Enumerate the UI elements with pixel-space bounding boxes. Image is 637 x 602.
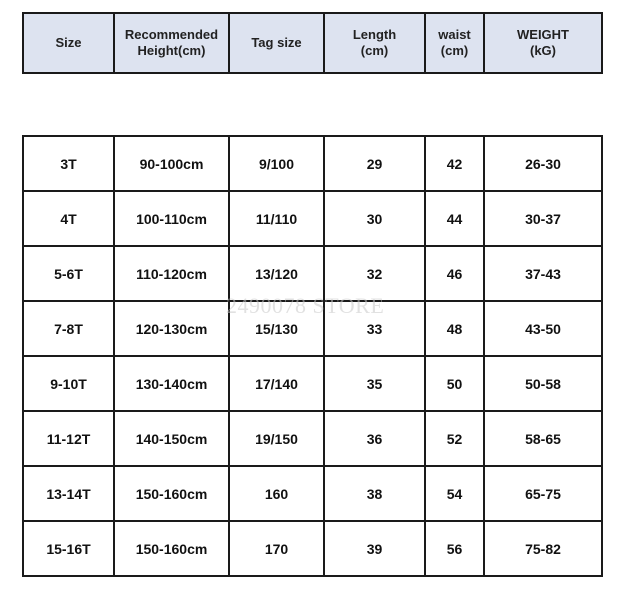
header-weight-line2: (kG) bbox=[530, 43, 556, 58]
size-chart-header-table bbox=[22, 12, 603, 74]
cell-weight: 43-50 bbox=[484, 301, 602, 356]
cell-waist: 50 bbox=[425, 356, 484, 411]
table-row bbox=[23, 356, 602, 411]
cell-size: 11-12T bbox=[23, 411, 114, 466]
cell-size: 5-6T bbox=[23, 246, 114, 301]
cell-size: 7-8T bbox=[23, 301, 114, 356]
table-row bbox=[23, 246, 602, 301]
header-weight bbox=[484, 13, 602, 73]
header-row bbox=[23, 13, 602, 73]
cell-tag-size: 170 bbox=[229, 521, 324, 576]
header-recommended-height bbox=[114, 13, 229, 73]
header-recommended-height-line2: Height(cm) bbox=[137, 43, 206, 58]
cell-weight: 65-75 bbox=[484, 466, 602, 521]
cell-tag-size: 17/140 bbox=[229, 356, 324, 411]
cell-weight: 30-37 bbox=[484, 191, 602, 246]
cell-size: 4T bbox=[23, 191, 114, 246]
cell-tag-size: 15/130 bbox=[229, 301, 324, 356]
cell-length: 36 bbox=[324, 411, 425, 466]
header-size bbox=[23, 13, 114, 73]
header-waist bbox=[425, 13, 484, 73]
header-length-line2: (cm) bbox=[360, 43, 389, 58]
cell-weight: 58-65 bbox=[484, 411, 602, 466]
table-row bbox=[23, 136, 602, 191]
cell-tag-size: 160 bbox=[229, 466, 324, 521]
cell-height: 150-160cm bbox=[114, 466, 229, 521]
size-chart-data-table bbox=[22, 135, 603, 577]
header-length-line1: Length bbox=[352, 27, 397, 42]
cell-height: 100-110cm bbox=[114, 191, 229, 246]
cell-waist: 42 bbox=[425, 136, 484, 191]
header-tag-size-label: Tag size bbox=[251, 35, 302, 50]
cell-height: 150-160cm bbox=[114, 521, 229, 576]
header-weight-line1: WEIGHT bbox=[517, 27, 569, 42]
cell-height: 140-150cm bbox=[114, 411, 229, 466]
store-watermark: 2490078 STORE bbox=[226, 293, 385, 318]
cell-length: 33 bbox=[324, 301, 425, 356]
table-row bbox=[23, 411, 602, 466]
cell-size: 15-16T bbox=[23, 521, 114, 576]
table-row bbox=[23, 191, 602, 246]
cell-tag-size: 9/100 bbox=[229, 136, 324, 191]
cell-length: 30 bbox=[324, 191, 425, 246]
cell-tag-size: 19/150 bbox=[229, 411, 324, 466]
header-recommended-height-line1: Recommended bbox=[124, 27, 219, 42]
table-row bbox=[23, 301, 602, 356]
header-length bbox=[324, 13, 425, 73]
cell-waist: 52 bbox=[425, 411, 484, 466]
cell-weight: 75-82 bbox=[484, 521, 602, 576]
cell-size: 13-14T bbox=[23, 466, 114, 521]
table-row bbox=[23, 466, 602, 521]
cell-weight: 26-30 bbox=[484, 136, 602, 191]
cell-length: 35 bbox=[324, 356, 425, 411]
cell-waist: 46 bbox=[425, 246, 484, 301]
cell-size: 3T bbox=[23, 136, 114, 191]
header-tag-size bbox=[229, 13, 324, 73]
cell-height: 130-140cm bbox=[114, 356, 229, 411]
cell-length: 38 bbox=[324, 466, 425, 521]
cell-weight: 37-43 bbox=[484, 246, 602, 301]
cell-length: 29 bbox=[324, 136, 425, 191]
cell-length: 39 bbox=[324, 521, 425, 576]
header-waist-line2: (cm) bbox=[440, 43, 469, 58]
cell-waist: 54 bbox=[425, 466, 484, 521]
cell-height: 90-100cm bbox=[114, 136, 229, 191]
cell-height: 120-130cm bbox=[114, 301, 229, 356]
cell-weight: 50-58 bbox=[484, 356, 602, 411]
cell-size: 9-10T bbox=[23, 356, 114, 411]
table-row bbox=[23, 521, 602, 576]
cell-tag-size: 13/120 bbox=[229, 246, 324, 301]
header-waist-line1: waist bbox=[438, 27, 471, 42]
cell-waist: 56 bbox=[425, 521, 484, 576]
cell-length: 32 bbox=[324, 246, 425, 301]
cell-waist: 48 bbox=[425, 301, 484, 356]
cell-height: 110-120cm bbox=[114, 246, 229, 301]
size-chart-body bbox=[23, 136, 602, 576]
header-size-label: Size bbox=[55, 35, 82, 50]
cell-tag-size: 11/110 bbox=[229, 191, 324, 246]
cell-waist: 44 bbox=[425, 191, 484, 246]
